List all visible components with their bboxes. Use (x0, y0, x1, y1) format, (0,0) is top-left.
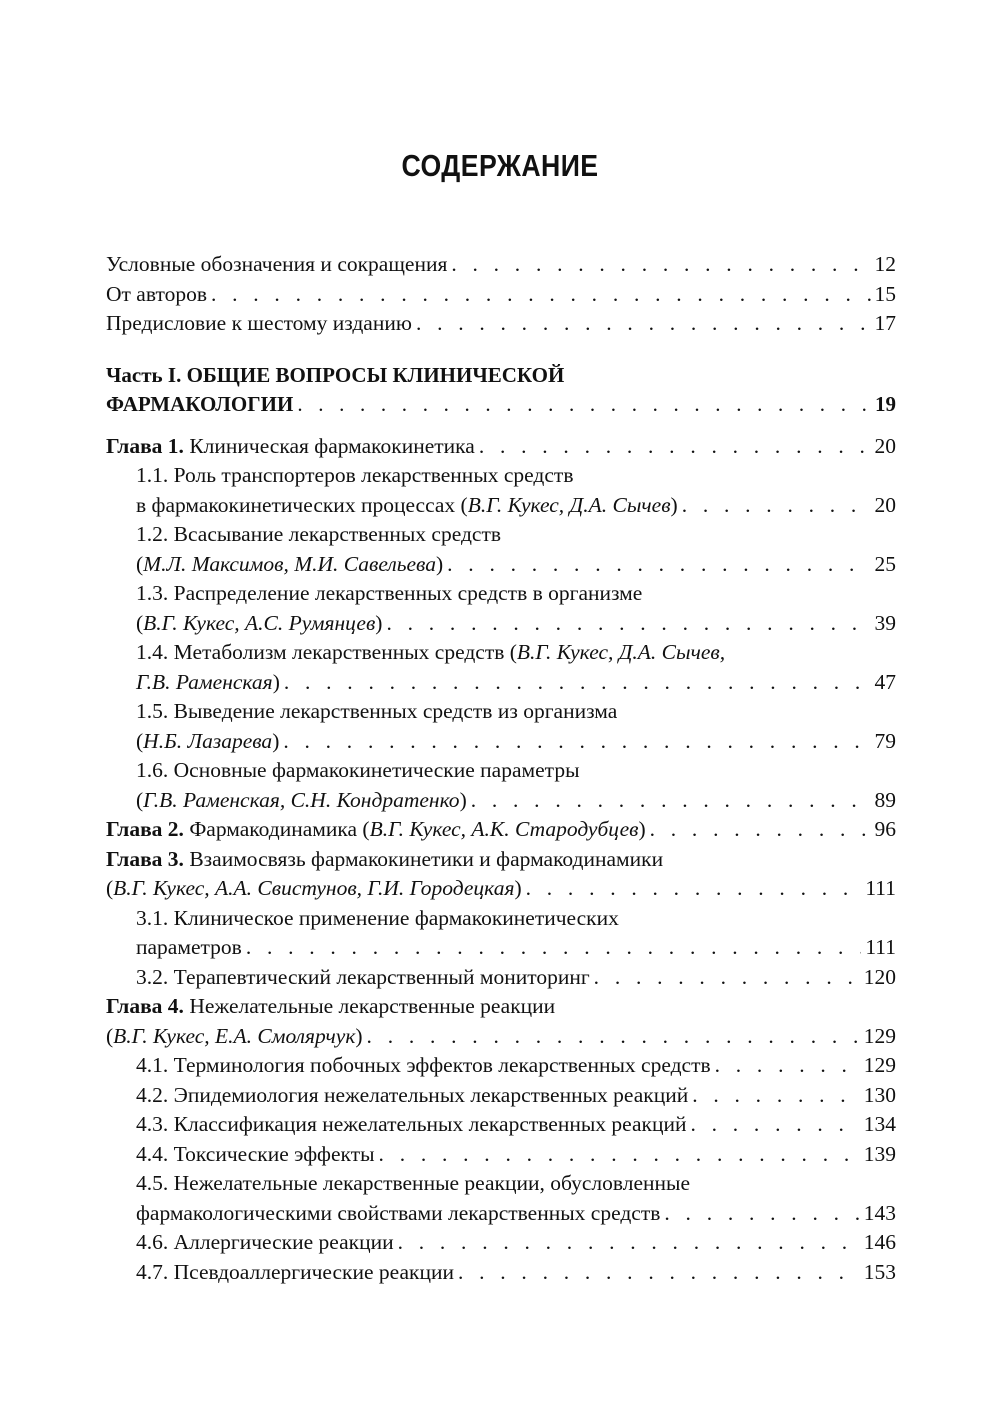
section-title: 4.6. Аллергические реакции (136, 1230, 394, 1254)
toc-entry-text: Условные обозначения и сокращения (106, 252, 448, 276)
toc-part-1-heading[interactable] (106, 361, 896, 391)
toc-section-1-5[interactable] (106, 697, 896, 727)
section-title: 1.5. Выведение лекарственных средств из организма (136, 699, 618, 723)
toc-section-1-1[interactable] (106, 461, 896, 491)
dot-leader (594, 963, 860, 993)
toc-page-number: 17 (874, 311, 896, 335)
section-title: фармакологическими свойствами лекарственных средств (136, 1200, 661, 1225)
paren: ) (355, 1023, 363, 1048)
dot-leader (386, 609, 870, 639)
table-of-contents (106, 250, 896, 1287)
toc-page-number: 47 (874, 669, 896, 694)
section-title: параметров (136, 935, 242, 959)
toc-section-1-3-cont[interactable] (106, 609, 896, 639)
dot-leader (526, 874, 862, 904)
section-title: 3.2. Терапевтический лекарственный мониторинг (136, 964, 590, 989)
section-title: 1.4. Метаболизм лекарственных средств ( (136, 640, 517, 664)
dot-leader (692, 1081, 860, 1111)
toc-page-number: 79 (874, 728, 896, 753)
toc-section-4-2[interactable] (106, 1081, 896, 1111)
toc-section-1-4-cont[interactable] (106, 668, 896, 698)
toc-entry-text: От авторов (106, 281, 207, 306)
section-authors: В.Г. Кукес, А.А. Свистунов, Г.И. Городецкая (113, 876, 515, 900)
dot-leader (398, 1228, 860, 1258)
toc-chapter-3-cont[interactable] (106, 874, 896, 904)
toc-chapter-4-cont[interactable] (106, 1022, 896, 1052)
toc-entry-text: Предисловие к шестому изданию (106, 311, 412, 335)
toc-section-3-1[interactable] (106, 904, 896, 934)
section-authors: М.Л. Максимов, М.И. Савельева (143, 551, 436, 576)
section-title: 4.3. Классификация нежелательных лекарственных реакций (136, 1112, 687, 1136)
toc-section-4-4[interactable] (106, 1140, 896, 1170)
toc-section-3-1-cont[interactable] (106, 933, 896, 963)
toc-page-number: 15 (874, 281, 896, 306)
chapter-title: Нежелательные лекарственные реакции (189, 994, 556, 1018)
toc-section-1-2[interactable] (106, 520, 896, 550)
toc-page-number: 39 (874, 610, 896, 635)
toc-page-number: 143 (863, 1200, 896, 1225)
section-title: 1.2. Всасывание лекарственных средств (136, 522, 501, 546)
paren: ) (272, 728, 280, 753)
toc-part-title: ФАРМАКОЛОГИИ (106, 392, 294, 416)
dot-leader (664, 1199, 859, 1229)
paren: ) (638, 817, 646, 841)
section-title: в фармакокинетических процессах ( (136, 492, 468, 517)
paren: ) (272, 669, 280, 694)
paren: ( (136, 787, 144, 812)
section-authors: Н.Б. Лазарева (143, 728, 273, 753)
toc-section-1-6[interactable] (106, 756, 896, 786)
dot-leader (715, 1051, 860, 1081)
toc-page-number: 134 (863, 1112, 896, 1136)
section-title: 3.1. Клиническое применение фармакокинетических (136, 905, 619, 930)
chapter-title: Фармакодинамика ( (189, 817, 370, 841)
toc-page-number: 139 (863, 1141, 896, 1166)
section-authors: В.Г. Кукес, А.С. Румянцев (143, 610, 376, 635)
paren: ) (670, 492, 678, 517)
paren: ) (459, 787, 467, 812)
toc-section-4-7[interactable] (106, 1258, 896, 1288)
chapter-label: Глава 4. (106, 994, 184, 1018)
chapter-label: Глава 1. (106, 433, 184, 458)
toc-section-1-2-cont[interactable] (106, 550, 896, 580)
toc-page-number: 12 (874, 252, 896, 276)
toc-section-4-5[interactable] (106, 1169, 896, 1199)
paren: ( (136, 551, 144, 576)
chapter-label: Глава 3. (106, 846, 184, 871)
dot-leader (367, 1022, 860, 1052)
toc-page-number: 130 (863, 1082, 896, 1107)
toc-entry-preface[interactable] (106, 309, 896, 339)
paren: ( (106, 1023, 114, 1048)
dot-leader (297, 390, 871, 420)
paren: ) (514, 876, 522, 900)
toc-section-1-3[interactable] (106, 579, 896, 609)
chapter-title: Взаимосвязь фармакокинетики и фармакодинамики (189, 846, 664, 871)
toc-entry-abbreviations[interactable] (106, 250, 896, 280)
toc-page-number: 20 (874, 492, 896, 517)
dot-leader (416, 309, 871, 339)
toc-page-number: 111 (865, 935, 896, 959)
toc-page-number: 20 (874, 433, 896, 458)
toc-chapter-2[interactable] (106, 815, 896, 845)
dot-leader (458, 1258, 860, 1288)
toc-part-title: Часть I. ОБЩИЕ ВОПРОСЫ КЛИНИЧЕСКОЙ (106, 362, 565, 387)
chapter-title: Клиническая фармакокинетика (189, 433, 475, 458)
toc-section-1-4[interactable] (106, 638, 896, 668)
toc-chapter-4[interactable] (106, 992, 896, 1022)
toc-section-3-2[interactable] (106, 963, 896, 993)
paren: ( (136, 610, 144, 635)
toc-part-1-heading-cont[interactable] (106, 390, 896, 420)
section-title: 4.5. Нежелательные лекарственные реакции, обусловленные (136, 1171, 691, 1195)
dot-leader (690, 1110, 859, 1140)
dot-leader (479, 432, 871, 462)
section-title: 1.1. Роль транспортеров лекарственных средств (136, 463, 574, 487)
section-title: 1.3. Распределение лекарственных средств в организме (136, 581, 643, 605)
paren: ( (106, 876, 114, 900)
toc-section-4-6[interactable] (106, 1228, 896, 1258)
section-title: 4.2. Эпидемиология нежелательных лекарственных реакций (136, 1082, 689, 1107)
dot-leader (379, 1140, 860, 1170)
chapter-label: Глава 2. (106, 817, 184, 841)
toc-page-number: 146 (863, 1230, 896, 1254)
toc-section-1-1-cont[interactable] (106, 491, 896, 521)
dot-leader (451, 250, 870, 280)
dot-leader (682, 491, 871, 521)
section-authors: В.Г. Кукес, Е.А. Смолярчук (113, 1023, 356, 1048)
toc-page-number: 111 (865, 876, 896, 900)
section-authors: В.Г. Кукес, А.К. Стародубцев (369, 817, 639, 841)
toc-page-number: 96 (874, 817, 896, 841)
dot-leader (284, 668, 871, 698)
page-title: СОДЕРЖАНИЕ (401, 148, 599, 183)
toc-page-number: 19 (875, 392, 896, 416)
toc-chapter-3[interactable] (106, 845, 896, 875)
toc-page-number: 89 (874, 787, 896, 812)
section-authors: В.Г. Кукес, Д.А. Сычев (467, 492, 671, 517)
section-title: 4.1. Терминология побочных эффектов лекарственных средств (136, 1053, 711, 1077)
section-authors: В.Г. Кукес, Д.А. Сычев, (516, 640, 726, 664)
dot-leader (283, 727, 870, 757)
section-authors: Г.В. Раменская (136, 669, 273, 694)
paren: ) (375, 610, 383, 635)
toc-entry-from-authors[interactable] (106, 280, 896, 310)
toc-section-4-1[interactable] (106, 1051, 896, 1081)
dot-leader (246, 933, 862, 963)
toc-section-1-5-cont[interactable] (106, 727, 896, 757)
toc-chapter-1[interactable] (106, 432, 896, 462)
paren: ) (435, 551, 444, 576)
toc-section-4-3[interactable] (106, 1110, 896, 1140)
section-authors: Г.В. Раменская, С.Н. Кондратенко (143, 787, 460, 812)
toc-section-4-5-cont[interactable] (106, 1199, 896, 1229)
toc-page-number: 153 (863, 1259, 896, 1284)
toc-page-number: 25 (874, 551, 896, 576)
dot-leader (471, 786, 871, 816)
dot-leader (447, 550, 870, 580)
section-title: 4.7. Псевдоаллергические реакции (136, 1259, 454, 1284)
toc-page-number: 129 (863, 1053, 896, 1077)
section-title: 4.4. Токсические эффекты (136, 1141, 375, 1166)
toc-section-1-6-cont[interactable] (106, 786, 896, 816)
toc-page-number: 129 (863, 1023, 896, 1048)
section-title: 1.6. Основные фармакокинетические параметры (136, 758, 580, 782)
toc-page-number: 120 (863, 964, 896, 989)
paren: ( (136, 728, 144, 753)
dot-leader (650, 815, 871, 845)
dot-leader (211, 280, 871, 310)
